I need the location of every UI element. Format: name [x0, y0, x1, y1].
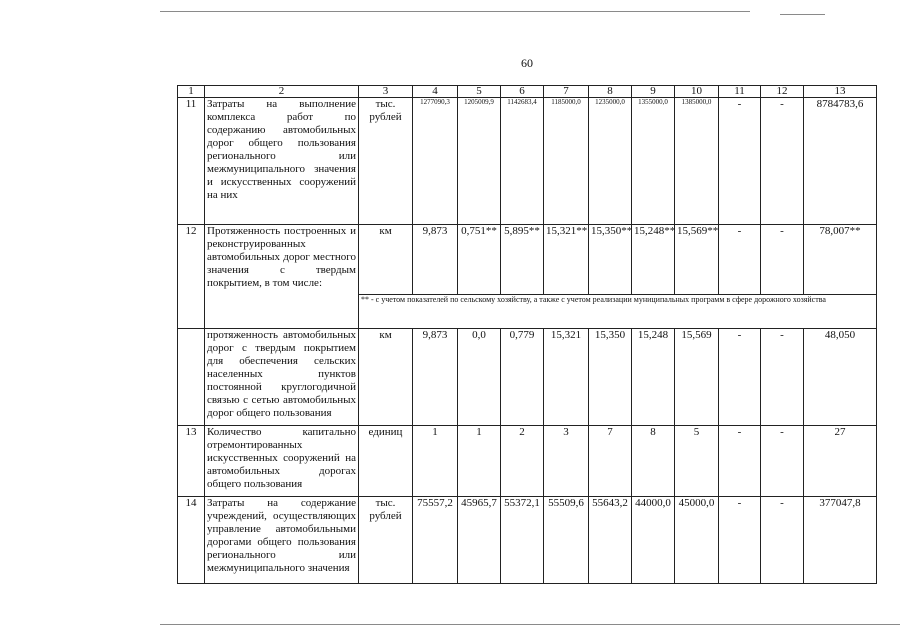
header-cell: 11	[719, 86, 761, 98]
value-cell: 1	[413, 426, 458, 497]
scan-edge-line-top	[160, 11, 750, 12]
header-row	[178, 86, 877, 98]
header-cell: 4	[413, 86, 458, 98]
indicator-table	[177, 85, 877, 584]
value-cell: -	[761, 98, 804, 225]
value-cell: 1235000,0	[589, 98, 632, 225]
value-cell: 0,751**	[458, 225, 501, 295]
value-cell: 5	[675, 426, 719, 497]
value-cell: 15,321	[544, 329, 589, 426]
row-description: Затраты на выполнение комплекса работ по содержанию автомобильных дорог общего пользования регионального или межмуниципального значения и искусственных сооружений на них	[205, 98, 359, 225]
total-cell: 48,050	[804, 329, 877, 426]
value-cell: 55372,1	[501, 497, 544, 584]
table-row	[178, 98, 877, 225]
value-cell: 15,248**	[632, 225, 675, 295]
value-cell: 1385000,0	[675, 98, 719, 225]
value-cell: -	[761, 497, 804, 584]
value-cell: 45965,7	[458, 497, 501, 584]
header-cell: 12	[761, 86, 804, 98]
total-cell: 8784783,6	[804, 98, 877, 225]
value-cell: 1	[458, 426, 501, 497]
value-cell: 8	[632, 426, 675, 497]
value-cell: 0,779	[501, 329, 544, 426]
table-row	[178, 225, 877, 295]
value-cell: -	[719, 426, 761, 497]
value-cell: 9,873	[413, 225, 458, 295]
value-cell: -	[719, 98, 761, 225]
value-cell: -	[719, 329, 761, 426]
row-number: 11	[178, 98, 205, 225]
value-cell: -	[761, 426, 804, 497]
value-cell: 1142683,4	[501, 98, 544, 225]
header-cell: 10	[675, 86, 719, 98]
header-cell: 9	[632, 86, 675, 98]
row-description: протяженность автомобильных дорог с твердым покрытием для обеспечения сельских населенных пунктов постоянной круглогодичной связью с сетью автомобильных дорог общего пользования	[205, 329, 359, 426]
value-cell: 3	[544, 426, 589, 497]
header-cell: 6	[501, 86, 544, 98]
value-cell: 7	[589, 426, 632, 497]
row-unit: км	[359, 329, 413, 426]
header-cell: 5	[458, 86, 501, 98]
value-cell: 1205009,9	[458, 98, 501, 225]
row-description: Количество капитально отремонтированных искусственных сооружений на автомобильных дорогах общего пользования	[205, 426, 359, 497]
row-number: 13	[178, 426, 205, 497]
total-cell: 78,007**	[804, 225, 877, 295]
row-unit: единиц	[359, 426, 413, 497]
row-unit: тыс. рублей	[359, 497, 413, 584]
scan-edge-line-top-right	[780, 14, 825, 15]
value-cell: 1355000,0	[632, 98, 675, 225]
value-cell: 55509,6	[544, 497, 589, 584]
header-cell: 3	[359, 86, 413, 98]
table-row	[178, 497, 877, 584]
value-cell: 15,569**	[675, 225, 719, 295]
value-cell: 15,569	[675, 329, 719, 426]
header-cell: 13	[804, 86, 877, 98]
total-cell: 27	[804, 426, 877, 497]
total-cell: 377047,8	[804, 497, 877, 584]
page-number: 60	[521, 56, 533, 70]
row-number: 14	[178, 497, 205, 584]
value-cell: 15,350	[589, 329, 632, 426]
value-cell: 15,350**	[589, 225, 632, 295]
value-cell: 15,321**	[544, 225, 589, 295]
header-cell: 2	[205, 86, 359, 98]
row-number: 12	[178, 225, 205, 329]
value-cell: -	[719, 497, 761, 584]
header-cell: 7	[544, 86, 589, 98]
footnote: ** - с учетом показателей по сельскому хозяйству, а также с учетом реализации муниципальных программ в сфере дорожного хозяйства	[359, 295, 877, 329]
row-unit: км	[359, 225, 413, 295]
row-unit: тыс. рублей	[359, 98, 413, 225]
value-cell: 75557,2	[413, 497, 458, 584]
row-number	[178, 329, 205, 426]
value-cell: 1185000,0	[544, 98, 589, 225]
row-description: Протяженность построенных и реконструированных автомобильных дорог местного значения с твердым покрытием, в том числе:	[205, 225, 359, 329]
value-cell: 45000,0	[675, 497, 719, 584]
scan-edge-line-bottom	[160, 624, 900, 625]
value-cell: 0,0	[458, 329, 501, 426]
value-cell: 55643,2	[589, 497, 632, 584]
value-cell: -	[761, 225, 804, 295]
header-cell: 1	[178, 86, 205, 98]
value-cell: 5,895**	[501, 225, 544, 295]
value-cell: 2	[501, 426, 544, 497]
value-cell: 15,248	[632, 329, 675, 426]
table-row	[178, 329, 877, 426]
value-cell: 9,873	[413, 329, 458, 426]
value-cell: -	[761, 329, 804, 426]
header-cell: 8	[589, 86, 632, 98]
value-cell: 1277090,3	[413, 98, 458, 225]
value-cell: 44000,0	[632, 497, 675, 584]
table-row	[178, 426, 877, 497]
value-cell: -	[719, 225, 761, 295]
row-description: Затраты на содержание учреждений, осуществляющих управление автомобильными дорогами общего пользования регионального или межмуниципального значения	[205, 497, 359, 584]
